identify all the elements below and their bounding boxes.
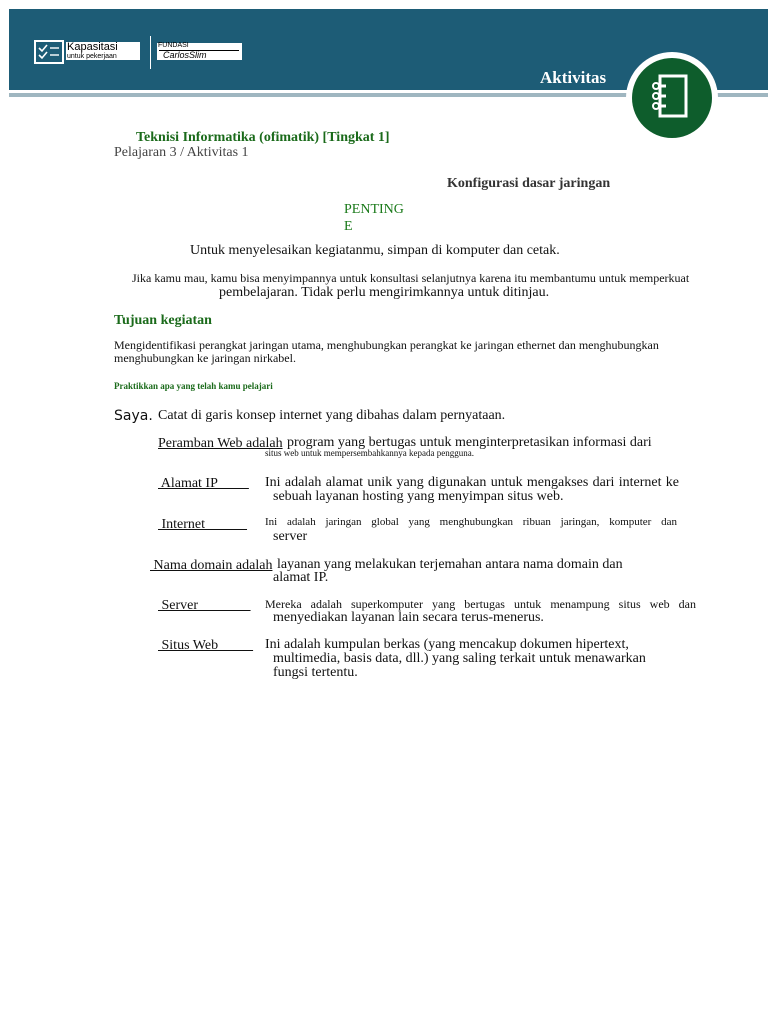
notebook-icon — [632, 58, 712, 138]
answer-website: Situs Web — [158, 638, 254, 653]
definition-line: layanan yang melakukan terjemahan antara nama domain dan — [277, 557, 623, 572]
answer-web-browser: Peramban Web adalah — [158, 436, 283, 451]
lesson-label: Pelajaran 3 / Aktivitas 1 — [114, 145, 249, 160]
definition-line: Mereka adalah superkomputer yang bertugas untuk menampung situs web dan — [265, 597, 696, 611]
logo-foundation — [157, 43, 242, 60]
instruction-optional-cont: pembelajaran. Tidak perlu mengirimkannya untuk ditinjau. — [219, 285, 550, 300]
answer-server: Server — [158, 598, 251, 613]
instruction-optional: Jika kamu mau, kamu bisa menyimpannya untuk konsultasi selanjutnya karena itu membantumu untuk memperkuat — [132, 271, 690, 285]
answer-ip-address: Alamat IP — [158, 476, 249, 491]
answer-internet: Internet — [158, 517, 248, 532]
logo-subtitle: untuk pekerjaan — [67, 53, 117, 60]
definition-line: alamat IP. — [273, 570, 329, 585]
page-title: Aktivitas — [540, 68, 607, 87]
definition-line: menyediakan layanan lain secara terus-menerus. — [273, 610, 544, 625]
foundation-name: CarlosSlim — [163, 50, 207, 60]
topic-title: Konfigurasi dasar jaringan — [447, 176, 611, 191]
checklist-icon — [34, 40, 64, 64]
goal-heading: Tujuan kegiatan — [114, 313, 212, 328]
definition-line: situs web untuk mempersembahkannya kepada pengguna. — [265, 448, 474, 458]
question-number: Saya. — [114, 408, 153, 424]
definition-line: fungsi tertentu. — [273, 665, 358, 680]
question-text: Catat di garis konsep internet yang dibahas dalam pernyataan. — [158, 408, 506, 423]
definition-line: sebuah layanan hosting yang menyimpan situs web. — [273, 489, 564, 504]
definition-line: Ini adalah alamat unik yang digunakan untuk mengakses dari internet ke — [265, 475, 679, 490]
instruction-save: Untuk menyelesaikan kegiatanmu, simpan di komputer dan cetak. — [190, 243, 560, 258]
definition-line: Ini adalah kumpulan berkas (yang mencakup dokumen hipertext, — [265, 637, 629, 652]
foundation-label: FUNDASI — [158, 42, 189, 49]
goal-text: Mengidentifikasi perangkat jaringan utama, menghubungkan perangkat ke jaringan ethernet dan menghubungkan menghubungkan ke jaringan nirkabel. — [114, 338, 659, 365]
definition-line: multimedia, basis data, dll.) yang saling terkait untuk menawarkan — [273, 651, 646, 666]
course-title: Teknisi Informatika (ofimatik) [Tingkat 1] — [136, 130, 390, 145]
practice-heading: Praktikkan apa yang telah kamu pelajari — [114, 381, 273, 391]
logo-capacitation — [66, 42, 140, 60]
important-label: PENTING E — [344, 202, 404, 234]
definition-line: program yang bertugas untuk menginterpretasikan informasi dari — [287, 435, 652, 450]
definition-line: Ini adalah jaringan global yang menghubungkan ribuan jaringan, komputer dan — [265, 516, 677, 528]
definition-line: server — [273, 529, 308, 544]
logo-title: Kapasitasi — [67, 41, 118, 53]
answer-domain-name: Nama domain adalah — [150, 558, 273, 573]
logo-separator — [150, 36, 151, 69]
